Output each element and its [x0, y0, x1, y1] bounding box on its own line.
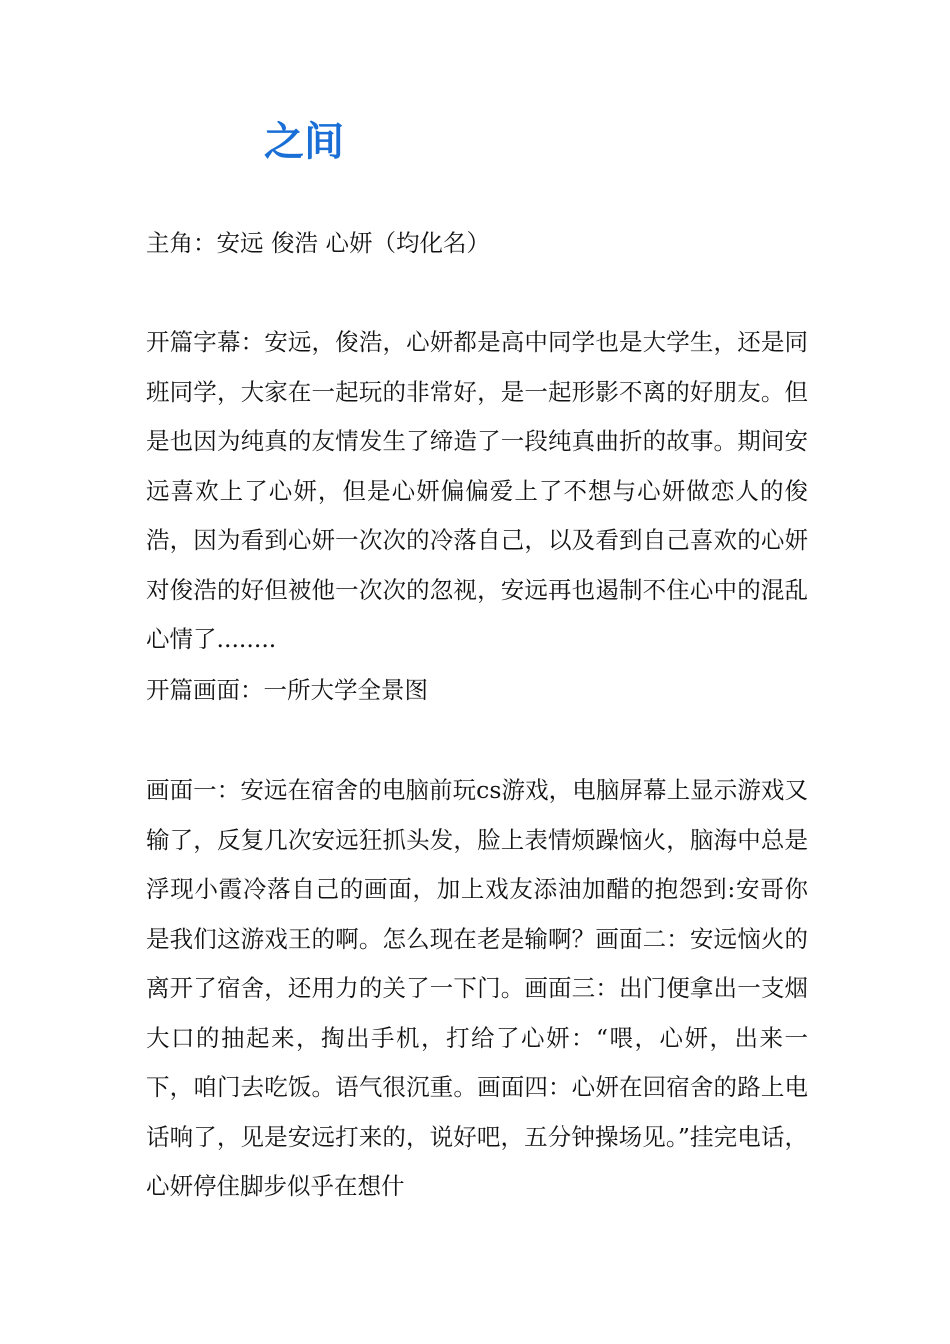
intro-paragraph: 开篇字幕：安远，俊浩，心妍都是高中同学也是大学生，还是同班同学，大家在一起玩的非常好，是一起形影不离的好朋友。但是也因为纯真的友情发生了缔造了一段纯真曲折的故事。期间安远喜欢上了心妍，但是心妍偏偏爱上了不想与心妍做恋人的俊浩，因为看到心妍一次次的冷落自己，以及看到自己喜欢的心妍对俊浩的好但被他一次次的忽视，安远再也遏制不住心中的混乱心情了........: [146, 328, 808, 653]
cast-line: 主角：安远 俊浩 心妍（均化名）: [146, 229, 490, 257]
document-title: 之间: [264, 119, 344, 165]
opening-scene-line: 开篇画面：一所大学全景图: [146, 676, 428, 704]
scenes-paragraph: 画面一：安远在宿舍的电脑前玩cs游戏，电脑屏幕上显示游戏又输了，反复几次安远狂抓头发，脸上表情烦躁恼火，脑海中总是浮现小霞冷落自己的画面，加上戏友添油加醋的抱怨到:安哥你是我们这游戏王的啊。怎么现在老是输啊？画面二：安远恼火的离开了宿舍，还用力的关了一下门。画面三：出门便拿出一支烟大口的抽起来，掏出手机，打给了心妍：“喂，心妍，出来一下，咱门去吃饭。语气很沉重。画面四：心妍在回宿舍的路上电话响了，见是安远打来的，说好吧，五分钟操场见。”挂完电话，心妍停住脚步似乎在想什: [146, 776, 808, 1200]
